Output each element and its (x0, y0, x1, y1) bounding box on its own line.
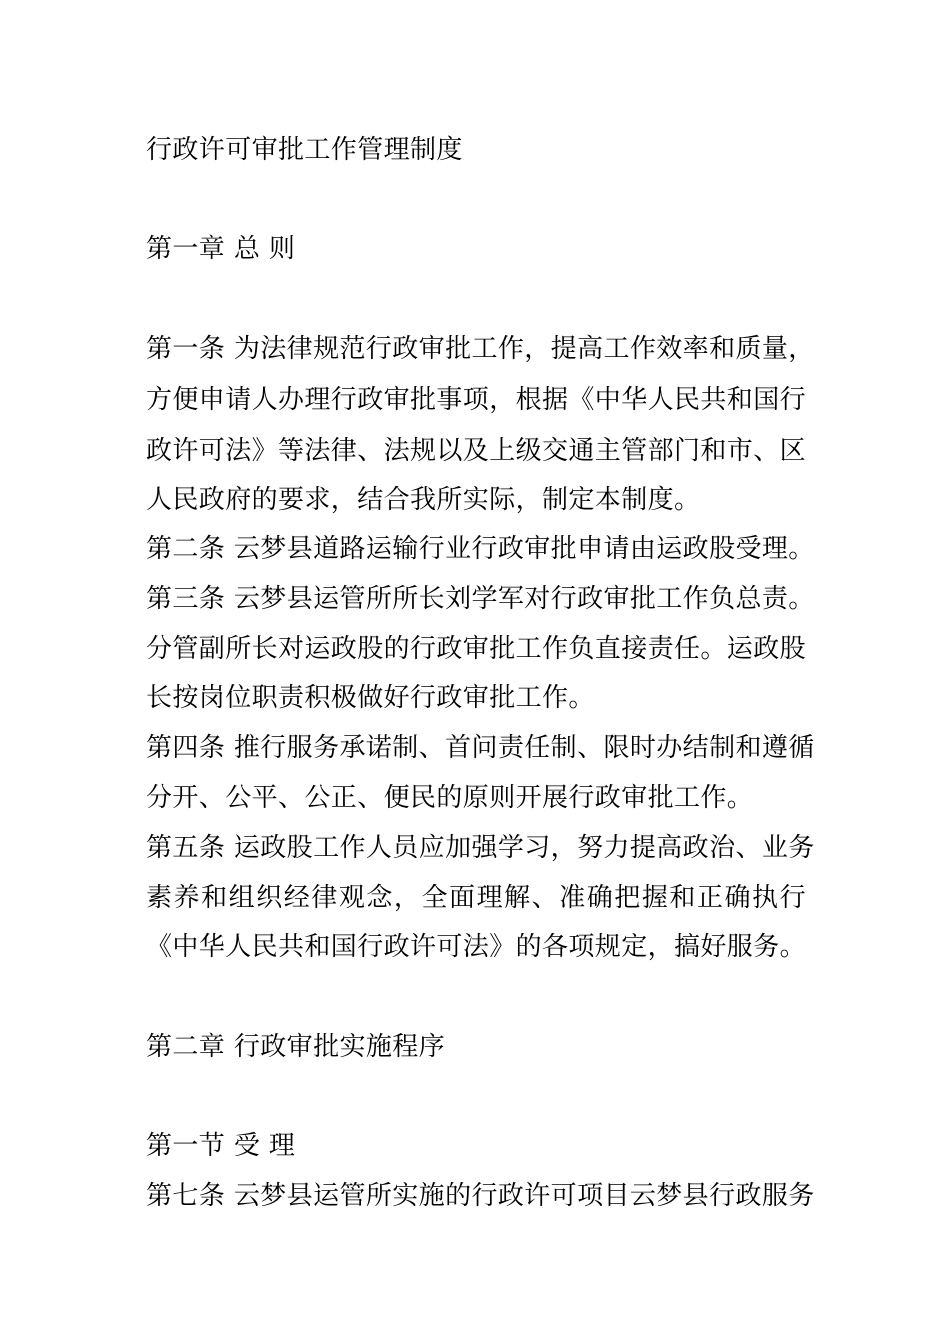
article-1-line-1 (146, 333, 815, 365)
article-1-line-1-text: 第一条 为法律规范行政审批工作，提高工作效率和质量， (146, 334, 815, 364)
article-5-line-1-text: 第五条 运政股工作人员应加强学习，努力提高政治、业务 (146, 833, 815, 863)
article-4-line-2: 分开、公平、公正、便民的原则开展行政审批工作。 (146, 783, 754, 813)
article-2-line-1 (146, 533, 815, 565)
article-3-line-2 (146, 633, 806, 665)
article-4-line-1 (146, 732, 815, 764)
article-1-line-2-text: 方便申请人办理行政审批事项，根据《中华人民共和国行 (146, 385, 807, 415)
article-3-line-2-text: 分管副所长对运政股的行政审批工作负直接责任。运政股 (146, 634, 807, 664)
article-1-line-3 (146, 435, 806, 467)
article-1-line-4: 人民政府的要求，结合我所实际，制定本制度。 (146, 485, 701, 515)
article-5-line-3: 《中华人民共和国行政许可法》的各项规定，搞好服务。 (146, 932, 807, 962)
document-title: 行政许可审批工作管理制度 (146, 135, 463, 165)
article-3-line-1-text: 第三条 云梦县运管所所长刘学军对行政审批工作负总责。 (146, 584, 815, 614)
article-5-line-1 (146, 832, 815, 864)
chapter-2-heading: 第二章 行政审批实施程序 (146, 1032, 446, 1062)
article-4-line-1-text: 第四条 推行服务承诺制、首问责任制、限时办结制和遵循 (146, 733, 815, 763)
article-2-line-1-text: 第二条 云梦县道路运输行业行政审批申请由运政股受理。 (146, 534, 815, 564)
article-7-line-1-text: 第七条 云梦县运管所实施的行政许可项目云梦县行政服务 (146, 1181, 815, 1211)
article-7-line-1 (146, 1180, 815, 1212)
article-3-line-3: 长按岗位职责积极做好行政审批工作。 (146, 683, 595, 713)
article-1-line-2 (146, 384, 806, 416)
article-1-line-3-text: 政许可法》等法律、法规以及上级交通主管部门和市、区 (146, 436, 807, 466)
chapter-1-heading: 第一章 总 则 (146, 234, 296, 264)
article-5-line-2 (146, 882, 806, 914)
article-5-line-2-text: 素养和组织经律观念，全面理解、准确把握和正确执行 (146, 883, 806, 913)
article-3-line-1 (146, 583, 815, 615)
section-1-heading: 第一节 受 理 (146, 1131, 296, 1161)
